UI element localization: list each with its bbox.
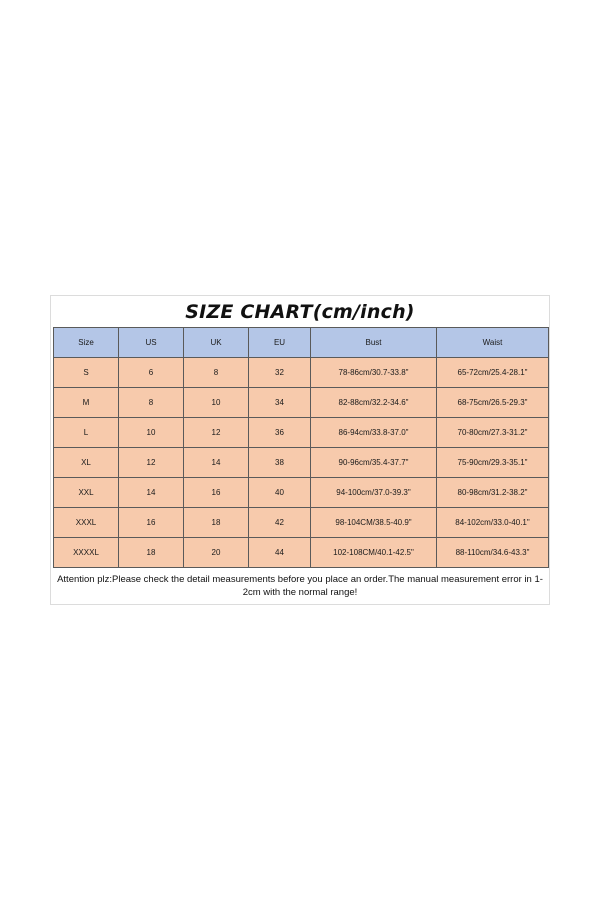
table-row [54, 508, 549, 538]
header-bust: Bust [311, 328, 437, 358]
cell-uk: 10 [184, 388, 249, 418]
cell-us: 12 [119, 448, 184, 478]
cell-bust: 78-86cm/30.7-33.8" [311, 358, 437, 388]
cell-uk: 12 [184, 418, 249, 448]
cell-bust: 82-88cm/32.2-34.6" [311, 388, 437, 418]
cell-bust: 98-104CM/38.5-40.9" [311, 508, 437, 538]
header-waist: Waist [437, 328, 549, 358]
cell-us: 10 [119, 418, 184, 448]
cell-bust: 94-100cm/37.0-39.3" [311, 478, 437, 508]
chart-title: SIZE CHART(cm/inch) [185, 301, 415, 323]
cell-us: 18 [119, 538, 184, 568]
cell-waist: 80-98cm/31.2-38.2" [437, 478, 549, 508]
cell-us: 6 [119, 358, 184, 388]
cell-size: XXXXL [54, 538, 119, 568]
cell-us: 8 [119, 388, 184, 418]
header-us: US [119, 328, 184, 358]
cell-uk: 14 [184, 448, 249, 478]
size-chart-card [50, 295, 550, 605]
cell-uk: 20 [184, 538, 249, 568]
size-table [53, 327, 549, 568]
cell-waist: 65-72cm/25.4-28.1" [437, 358, 549, 388]
cell-size: S [54, 358, 119, 388]
cell-us: 16 [119, 508, 184, 538]
cell-eu: 42 [249, 508, 311, 538]
cell-eu: 44 [249, 538, 311, 568]
cell-bust: 90-96cm/35.4-37.7" [311, 448, 437, 478]
cell-uk: 16 [184, 478, 249, 508]
cell-waist: 68-75cm/26.5-29.3" [437, 388, 549, 418]
header-size: Size [54, 328, 119, 358]
cell-eu: 38 [249, 448, 311, 478]
table-row [54, 448, 549, 478]
cell-eu: 32 [249, 358, 311, 388]
table-row [54, 538, 549, 568]
table-row [54, 358, 549, 388]
table-row [54, 478, 549, 508]
measurement-note: Attention plz:Please check the detail measurements before you place an order.The manual measurement error in 1-2cm with the normal range! [57, 574, 543, 598]
table-header-row [54, 328, 549, 358]
cell-us: 14 [119, 478, 184, 508]
cell-uk: 8 [184, 358, 249, 388]
cell-size: XL [54, 448, 119, 478]
cell-size: XXL [54, 478, 119, 508]
cell-size: M [54, 388, 119, 418]
cell-waist: 75-90cm/29.3-35.1" [437, 448, 549, 478]
cell-waist: 84-102cm/33.0-40.1" [437, 508, 549, 538]
cell-bust: 102-108CM/40.1-42.5" [311, 538, 437, 568]
cell-eu: 40 [249, 478, 311, 508]
table-row [54, 388, 549, 418]
cell-uk: 18 [184, 508, 249, 538]
header-eu: EU [249, 328, 311, 358]
cell-waist: 70-80cm/27.3-31.2" [437, 418, 549, 448]
header-uk: UK [184, 328, 249, 358]
cell-size: XXXL [54, 508, 119, 538]
table-row [54, 418, 549, 448]
cell-waist: 88-110cm/34.6-43.3" [437, 538, 549, 568]
cell-size: L [54, 418, 119, 448]
cell-eu: 36 [249, 418, 311, 448]
cell-bust: 86-94cm/33.8-37.0" [311, 418, 437, 448]
cell-eu: 34 [249, 388, 311, 418]
